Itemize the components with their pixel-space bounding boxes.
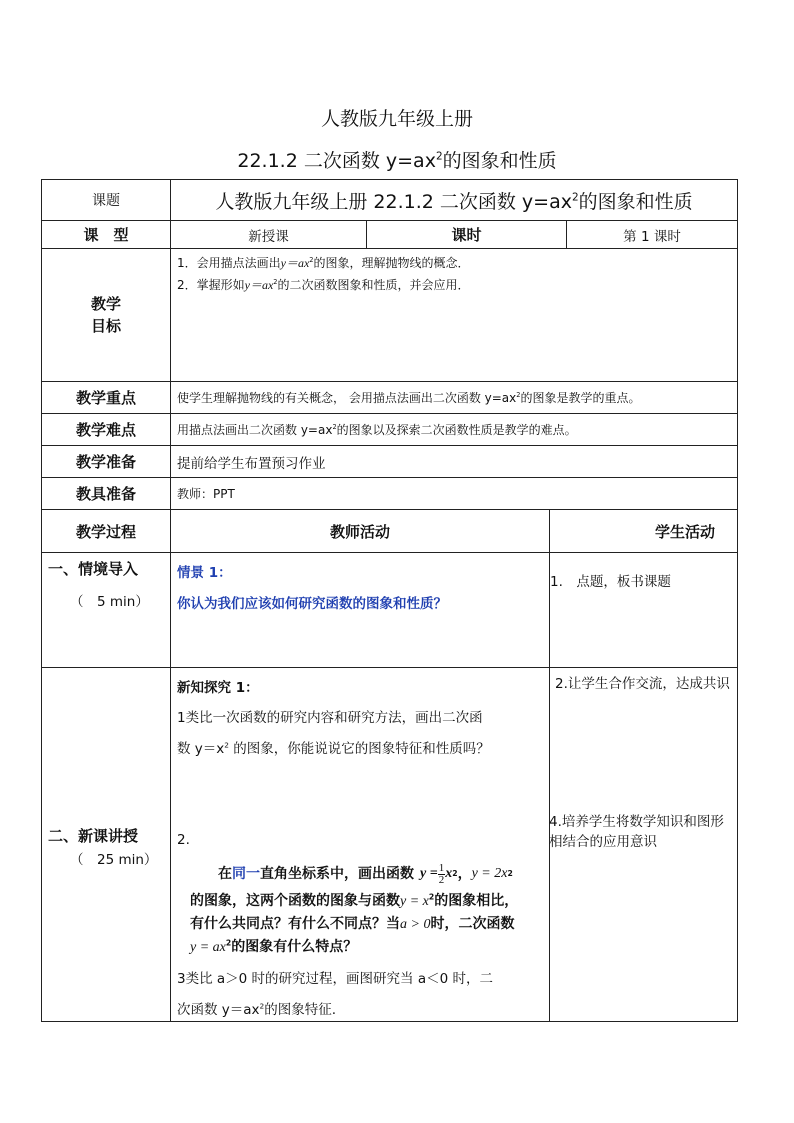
key-label: 教学重点 xyxy=(75,389,136,407)
item2-question: 在 同一 直角坐标系中，画出函数 y = $\frac{1}{2}$ x 2 ， y = 2x 2 的图象，这两个函数的图象与函数$y = x^2$的图象相比， 有什么共同点？有什么不同点？当a > 0时，二次函数 $y = ax^2$的图象有什么特点？ xyxy=(190,861,519,955)
section2-student-activity-2: 4.培养学生将数学知识和图形相结合的应用意识 xyxy=(549,814,724,850)
teacher-activity-header: 教师活动 xyxy=(329,522,390,541)
item2-label: 2. xyxy=(177,832,190,848)
row-divider xyxy=(41,667,738,668)
highlight-same: 同一 xyxy=(232,866,260,882)
scene-question: 你认为我们应该如何研究函数的图象和性质？ xyxy=(177,596,447,612)
col-divider-main xyxy=(170,179,171,1022)
tools-value: 教师：PPT xyxy=(177,487,235,501)
goal-2: 2．掌握形如$y=ax^2$的二次函数图象和性质，并会应用． xyxy=(177,278,470,292)
section2-name: 二、新课讲授 xyxy=(48,827,139,845)
prep-label: 教学准备 xyxy=(75,453,136,471)
row-divider xyxy=(41,552,738,553)
prep-value: 提前给学生布置预习作业 xyxy=(177,455,326,472)
section1-name: 一、情境导入 xyxy=(48,560,139,578)
difficulty-value: 用描点法画出二次函数 $y=ax^2$的图象以及探索二次函数性质是教学的难点。 xyxy=(177,423,577,437)
table-border-bottom xyxy=(41,1021,738,1022)
section1-time: （ 5 min） xyxy=(70,594,149,610)
document-title: 人教版九年级上册 xyxy=(320,108,473,130)
process-header: 教学过程 xyxy=(75,522,136,541)
hours-value: 第 1 课时 xyxy=(623,228,681,245)
fraction-one-half: $\frac{1}{2}$ xyxy=(438,861,445,886)
difficulty-label: 教学难点 xyxy=(75,421,136,439)
tools-label: 教具准备 xyxy=(75,485,136,503)
student-activity-header: 学生活动 xyxy=(654,522,715,541)
type-label: 课 型 xyxy=(83,226,129,244)
item1-line2: 数 $y=x^2$ 的图象，你能说说它的图象特征和性质吗？ xyxy=(177,740,490,757)
key-value: 使学生理解抛物线的有关概念， 会用描点法画出二次函数 $y=ax^2$的图象是教学的重点。 xyxy=(177,391,641,405)
explore-label: 新知探究 1： xyxy=(177,680,259,696)
item1-line1: 1类比一次函数的研究内容和研究方法，画出二次函 xyxy=(177,710,483,726)
hours-label: 课时 xyxy=(451,226,482,244)
topic-label: 课题 xyxy=(92,193,120,209)
scene-label: 情景 1： xyxy=(177,565,232,581)
section2-time: （ 25 min） xyxy=(70,852,158,868)
type-value: 新授课 xyxy=(248,228,289,245)
document-subtitle: 22.1.2 二次函数 $y=ax^2$的图象和性质 xyxy=(237,150,557,172)
section1-student-activity: 1. 点题，板书课题 xyxy=(550,574,671,590)
goal-1: 1．会用描点法画出$y=ax^2$的图象，理解抛物线的概念． xyxy=(177,256,470,270)
section2-student-activity-1: 2.让学生合作交流，达成共识 xyxy=(555,676,730,692)
topic-value: 人教版九年级上册 22.1.2 二次函数 $y=ax^2$的图象和性质 xyxy=(215,190,693,213)
goals-content xyxy=(177,252,732,296)
table-border-right xyxy=(737,179,738,1022)
item3-line1: 3类比 a＞0 时的研究过程，画图研究当 a＜0 时，二 xyxy=(177,971,493,987)
goals-label: 教学 目标 xyxy=(90,295,121,335)
item3-line2: 次函数 $y=ax^2$的图象特征. xyxy=(177,1001,337,1018)
